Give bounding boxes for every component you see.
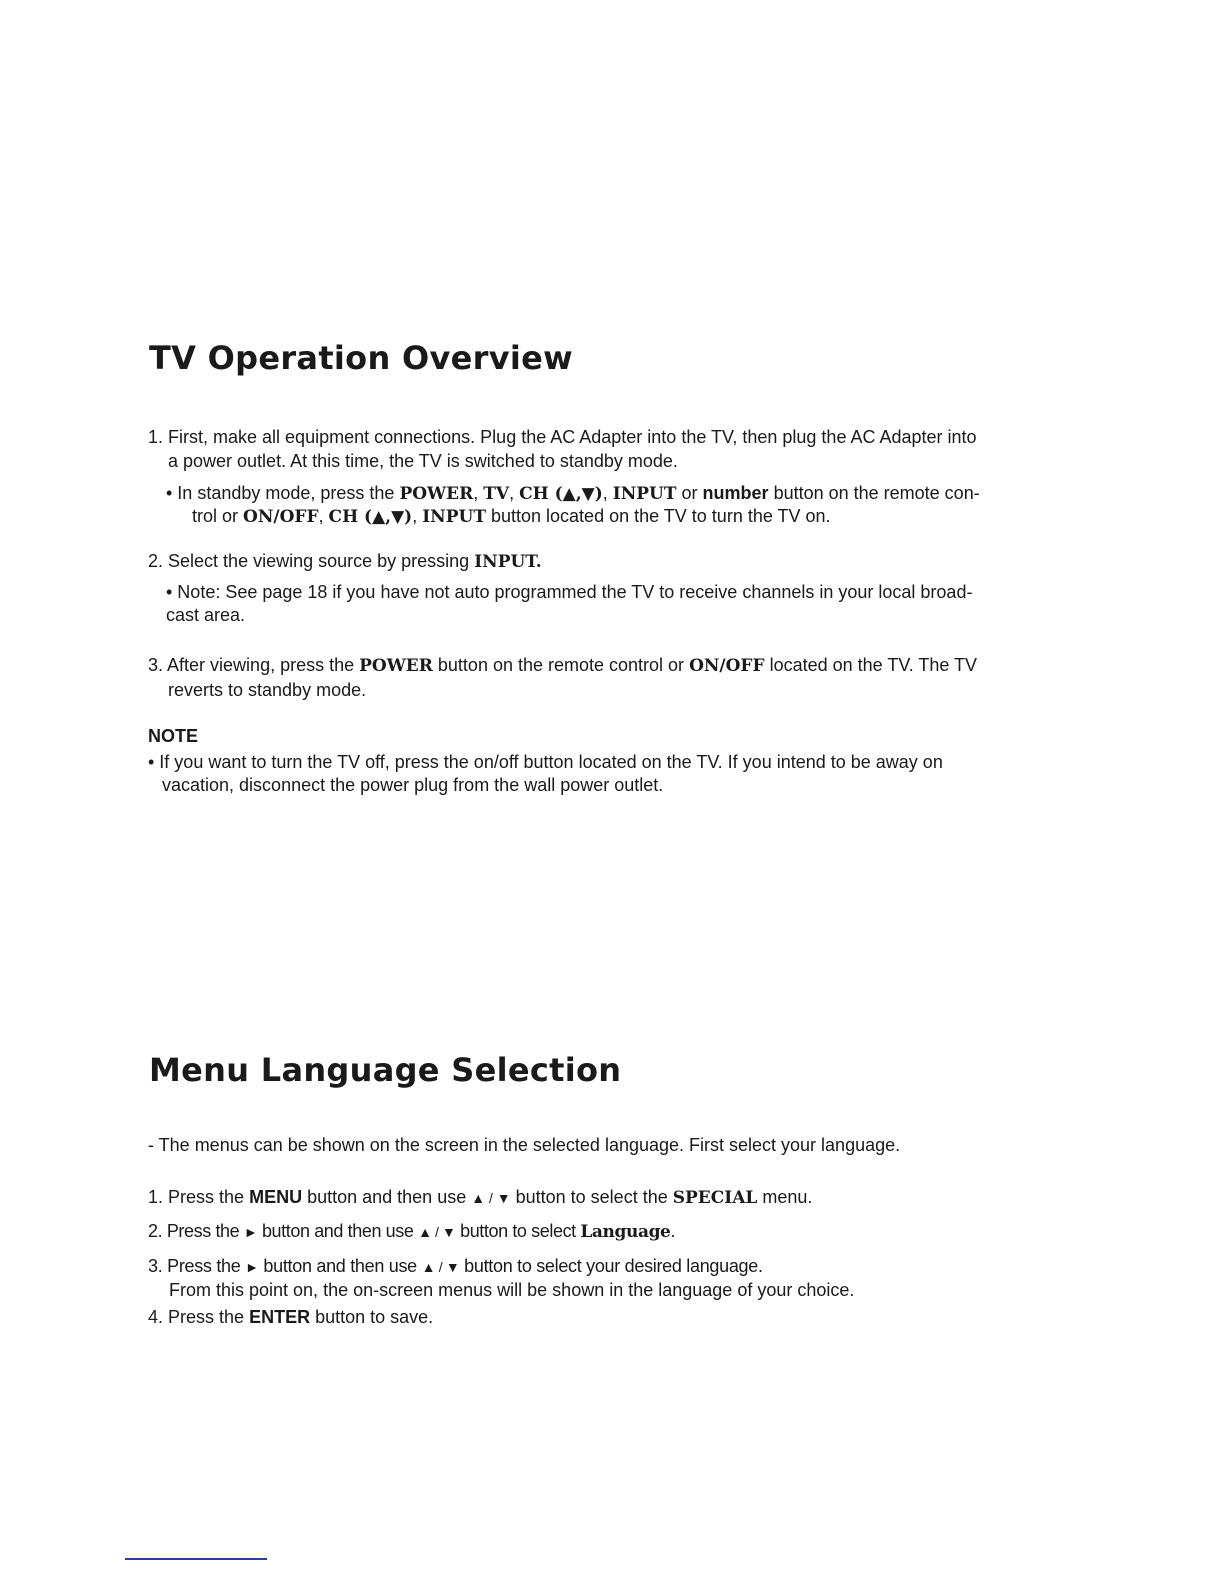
lang-step2-num: 2. (148, 1221, 163, 1241)
mid: button and then use (302, 1187, 472, 1207)
key-power: POWER (359, 656, 433, 676)
up-down-arrows-icon: ▲ / ▼ (471, 1190, 511, 1206)
step1-bullet-line2 (192, 505, 831, 528)
right-arrow-icon: ► (243, 1224, 258, 1240)
lang-step3-line1 (148, 1255, 763, 1278)
lang-step3-line2: From this point on, the on-screen menus will be shown in the language of your choice. (169, 1280, 855, 1300)
prefix: Press the (168, 1307, 250, 1327)
tail: . (670, 1221, 676, 1241)
prefix: Press the (167, 1256, 246, 1276)
step3-line1 (148, 654, 977, 677)
mid2: button to select (455, 1221, 581, 1241)
step1-text1: First, make all equipment connections. Plug the AC Adapter into the TV, then plug the AC Adapter into (168, 427, 977, 447)
step2-prefix: Select the viewing source by pressing (168, 551, 475, 571)
prefix: Press the (168, 1187, 250, 1207)
key-enter: ENTER (249, 1307, 311, 1327)
note-line2: vacation, disconnect the power plug from the wall power outlet. (162, 775, 664, 795)
sep: , (509, 483, 520, 503)
bullet2-tail: button located on the TV to turn the TV on. (485, 506, 831, 526)
lang-step3-num: 3. (148, 1256, 163, 1276)
section-title-menu-language: Menu Language Selection (149, 1051, 622, 1089)
sep: , (473, 483, 484, 503)
key-special: SPECIAL (672, 1188, 758, 1208)
sep: , (318, 506, 329, 526)
step2-line (148, 550, 542, 573)
mid2: button to select the (510, 1187, 673, 1207)
section-title-tv-operation: TV Operation Overview (149, 339, 574, 377)
key-tv: TV (483, 484, 510, 504)
right-arrow-icon: ► (245, 1259, 259, 1275)
bullet-prefix: • In standby mode, press the (166, 483, 400, 503)
step2-num: 2. (148, 551, 164, 571)
lang-step1-num: 1. (148, 1187, 164, 1207)
key-onoff: ON/OFF (689, 656, 765, 676)
sep: , (412, 506, 423, 526)
key-ch: CH (▲,▼) (328, 507, 413, 527)
mid: button and then use (257, 1221, 419, 1241)
language-label: Language (580, 1222, 671, 1242)
step1-num: 1. (148, 427, 164, 447)
key-input: INPUT (612, 484, 677, 504)
step2-note-line2: cast area. (166, 605, 246, 625)
step1-bullet-line1 (166, 482, 980, 505)
key-onoff: ON/OFF (243, 507, 319, 527)
tail: menu. (757, 1187, 813, 1207)
key-power: POWER (399, 484, 474, 504)
step2-note-line1: • Note: See page 18 if you have not auto programmed the TV to receive channels in your local broad- (166, 582, 973, 602)
up-down-arrows-icon: ▲ / ▼ (421, 1259, 460, 1275)
tail: button to save. (310, 1307, 434, 1327)
up-down-arrows-icon: ▲ / ▼ (418, 1224, 456, 1240)
prefix: Press the (166, 1221, 244, 1241)
lang-step4 (148, 1306, 433, 1328)
step3-prefix: After viewing, press the (167, 655, 360, 675)
key-input: INPUT (422, 507, 486, 527)
bullet-tail: button on the remote con- (768, 483, 980, 503)
key-ch: CH (▲,▼) (519, 484, 603, 504)
sep: , (602, 483, 613, 503)
lang-step2 (148, 1220, 675, 1243)
step1-line1 (148, 426, 977, 448)
step1-line2: a power outlet. At this time, the TV is switched to standby mode. (168, 451, 678, 471)
step3-line2: reverts to standby mode. (168, 680, 367, 700)
key-input: INPUT. (474, 552, 542, 572)
sep: or (676, 483, 703, 503)
key-number: number (702, 483, 769, 503)
footer-rule (125, 1558, 267, 1560)
note-line1: • If you want to turn the TV off, press the on/off button located on the TV. If you intend to be away on (148, 752, 943, 772)
step3-mid: button on the remote control or (432, 655, 690, 675)
step3-tail: located on the TV. The TV (764, 655, 978, 675)
bullet2-prefix: trol or (192, 506, 244, 526)
key-menu: MENU (249, 1187, 303, 1207)
note-heading: NOTE (148, 726, 199, 746)
mid: button and then use (258, 1256, 422, 1276)
lang-step1 (148, 1186, 812, 1209)
tail: button to select your desired language. (459, 1256, 763, 1276)
step3-num: 3. (148, 655, 164, 675)
lang-step4-num: 4. (148, 1307, 164, 1327)
intro-line: - The menus can be shown on the screen in the selected language. First select your language. (148, 1135, 901, 1155)
